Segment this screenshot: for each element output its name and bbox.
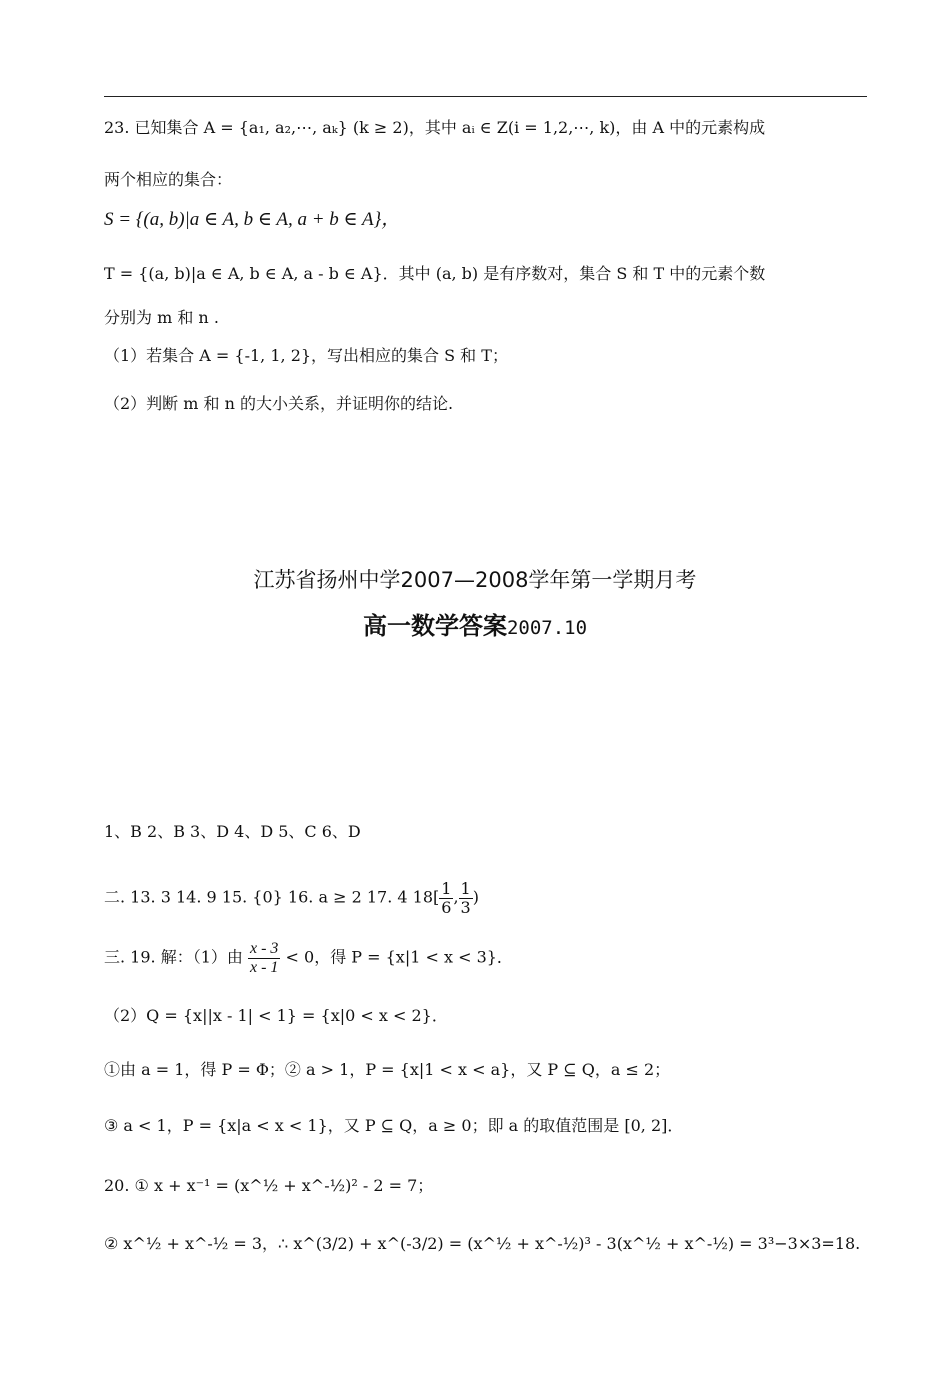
- q19-case-3: ③ a < 1，P = {x|a < x < 1}，又 P ⊆ Q，a ≥ 0；即 a 的取值范围是 [0, 2]．: [104, 1116, 684, 1135]
- fill-in-prefix: 二. 13. 3 14. 9 15. {0} 16. a ≥ 2 17. 4 18[: [104, 887, 440, 907]
- problem-23-line-2: 两个相应的集合：: [104, 170, 233, 189]
- q19-prefix: 三. 19. 解：（1）由: [104, 947, 243, 967]
- fraction-upper-den: 3: [460, 897, 471, 917]
- answer-date: 2007.10: [506, 617, 588, 639]
- set-t-definition: T = {(a, b)|a ∈ A, b ∈ A, a - b ∈ A}．其中 (a, b) 是有序数对，集合 S 和 T 中的元素个数: [104, 264, 766, 283]
- q20-part-2: ② x^½ + x^-½ = 3，∴ x^(3/2) + x^(-3/2) = (x^½ + x^-½)³ - 3(x^½ + x^-½) = 3³−3×3=18.: [104, 1234, 861, 1253]
- q19-case-1-2: ①由 a = 1，得 P = Φ；② a > 1，P = {x|1 < x < a}，又 P ⊆ Q，a ≤ 2；: [104, 1060, 671, 1079]
- answer-subtitle-text: 高一数学答案: [362, 612, 507, 640]
- q19-part-2: （2）Q = {x||x - 1| < 1} = {x|0 < x < 2}．: [104, 1006, 448, 1025]
- problem-23-part-1: （1）若集合 A = {-1, 1, 2}，写出相应的集合 S 和 T；: [104, 346, 508, 365]
- answer-subtitle: [0, 606, 950, 641]
- set-s-definition: S = {(a, b)|a ∈ A, b ∈ A, a + b ∈ A}，: [104, 209, 401, 230]
- answer-title: 江苏省扬州中学2007—2008学年第一学期月考: [253, 568, 697, 592]
- q19-suffix: < 0，得 P = {x|1 < x < 3}．: [285, 947, 513, 967]
- q19-fraction-num: x - 3: [249, 940, 279, 957]
- fill-in-answers: 二. 13. 3 14. 9 15. {0} 16. a ≥ 2 17. 4 18[ $\frac{1}{6}$ , $\frac{1}{3}$ ): [104, 879, 479, 917]
- problem-23-line-1: 23. 已知集合 A = {a₁, a₂,⋯, aₖ} (k ≥ 2)，其中 aᵢ ∈ Z(i = 1,2,⋯, k)，由 A 中的元素构成: [104, 118, 766, 137]
- q19-fraction-den: x - 1: [249, 958, 279, 976]
- multiple-choice-answers: 1、B 2、B 3、D 4、D 5、C 6、D: [104, 822, 361, 841]
- problem-23-line-5: 分别为 m 和 n .: [104, 308, 219, 327]
- fraction-upper: [459, 880, 473, 916]
- fraction-lower-den: 6: [441, 897, 452, 917]
- fraction-lower-num: 1: [441, 879, 452, 898]
- problem-23-part-2: （2）判断 m 和 n 的大小关系，并证明你的结论.: [104, 394, 454, 413]
- q20-part-1: 20. ① x + x⁻¹ = (x^½ + x^-½)² - 2 = 7；: [104, 1176, 434, 1195]
- q19-part-1: [104, 940, 874, 976]
- q19-fraction: [248, 940, 280, 976]
- header-rule: [104, 96, 867, 97]
- fraction-upper-num: 1: [460, 879, 471, 898]
- fraction-lower: [439, 880, 453, 916]
